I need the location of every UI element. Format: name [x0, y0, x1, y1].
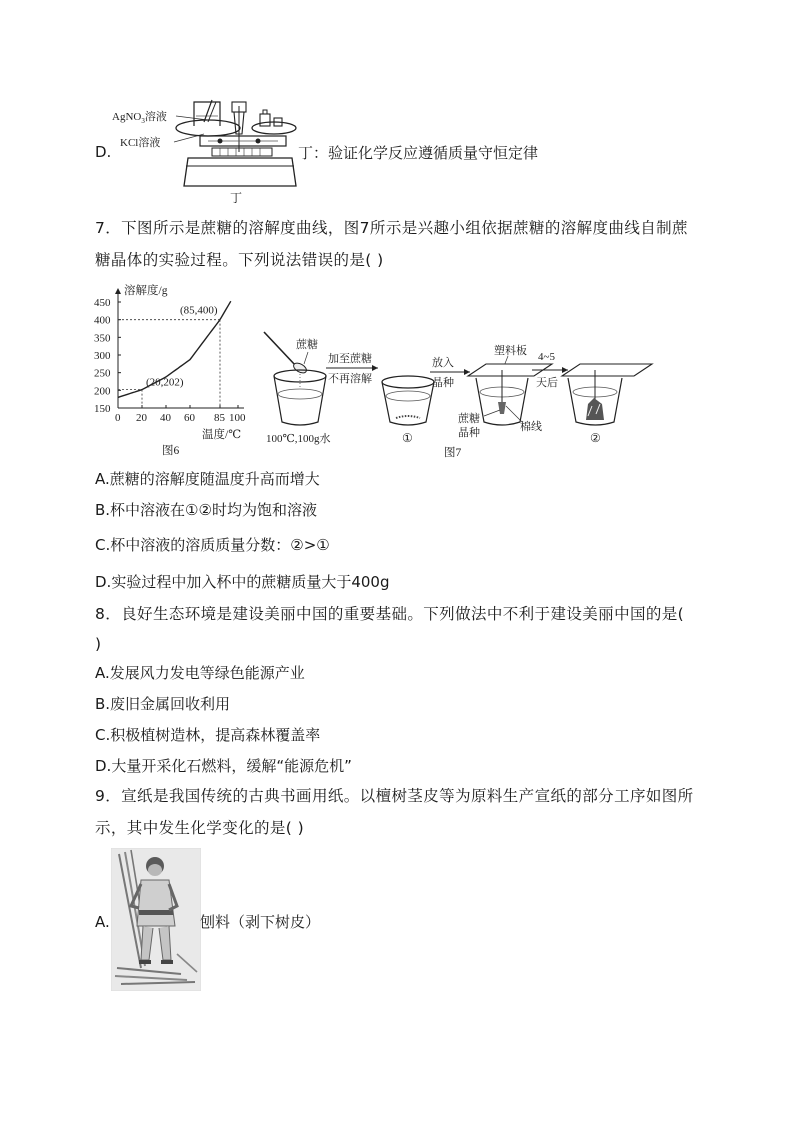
- q8-stem-line2: ): [95, 635, 102, 653]
- q7-option-a[interactable]: A.蔗糖的溶解度随温度升高而增大: [95, 470, 320, 488]
- q9-option-a-letter[interactable]: A.: [95, 913, 110, 931]
- q7-stem-line1: 7．下图所示是蔗糖的溶解度曲线，图7所示是兴趣小组依据蔗糖的溶解度曲线自制蔗: [95, 219, 688, 237]
- q8-option-a[interactable]: A.发展风力发电等绿色能源产业: [95, 664, 305, 682]
- label-start: 100℃,100g水: [266, 433, 331, 445]
- worker-illustration: [111, 848, 201, 991]
- q7-option-d[interactable]: D.实验过程中加入杯中的蔗糖质量大于400g: [95, 573, 390, 591]
- label-sugar: 蔗糖: [296, 339, 318, 351]
- label-put-2: 晶种: [432, 377, 454, 389]
- chart-y-tick-label: 400: [94, 314, 111, 327]
- q9-stem-line1: 9．宣纸是我国传统的古典书画用纸。以檀树茎皮等为原料生产宣纸的部分工序如图所: [95, 787, 694, 805]
- q6-option-letter: D.: [95, 143, 112, 161]
- q7-stem-line2: 糖晶体的实验过程。下列说法错误的是( ): [95, 251, 384, 269]
- agno3-label: AgNO$_3$溶液: [112, 111, 167, 125]
- q6-balance-figure: [108, 94, 300, 206]
- label-seed-1: 蔗糖: [458, 413, 480, 425]
- label-add-2: 不再溶解: [328, 373, 372, 385]
- q7-option-b[interactable]: B.杯中溶液在①②时均为饱和溶液: [95, 501, 317, 519]
- label-add-1: 加至蔗糖: [328, 353, 372, 365]
- fig6-caption: 图6: [162, 445, 180, 457]
- chart-y-tick-label: 300: [94, 350, 111, 362]
- q9-stem-line2: 示，其中发生化学变化的是( ): [95, 819, 305, 837]
- q6-option-text: 丁：验证化学反应遵循质量守恒定律: [298, 144, 539, 162]
- q6-fig-caption: 丁: [230, 191, 243, 205]
- chart-x-tick-label: 60: [184, 412, 195, 424]
- chart-ylabel: 溶解度/g: [124, 285, 168, 297]
- q8-option-b[interactable]: B.废旧金属回收利用: [95, 695, 231, 713]
- label-days-1: 4~5: [538, 351, 555, 363]
- label-seed-2: 晶种: [458, 427, 480, 439]
- crystallization-figure: [262, 330, 662, 458]
- label-board: 塑料板: [494, 345, 527, 357]
- label-step1: ①: [402, 431, 413, 445]
- kcl-label: KCl溶液: [120, 137, 161, 149]
- chart-y-tick-label: 450: [94, 297, 111, 309]
- label-put-1: 放入: [432, 357, 454, 369]
- label-step2: ②: [590, 431, 601, 445]
- chart-x-tick-label: 85: [214, 412, 225, 424]
- label-thread: 棉线: [520, 421, 542, 433]
- chart-y-tick-label: 350: [94, 332, 111, 345]
- q7-option-c[interactable]: C.杯中溶液的溶质质量分数：②>①: [95, 536, 330, 554]
- chart-y-tick-label: 200: [94, 385, 111, 398]
- q8-option-c[interactable]: C.积极植树造林，提高森林覆盖率: [95, 726, 321, 744]
- q9-option-a-text[interactable]: 刨料（剥下树皮）: [200, 913, 321, 931]
- chart-y-tick-label: 150: [94, 403, 111, 415]
- fig7-caption: 图7: [444, 447, 462, 458]
- chart-y-tick-label: 250: [94, 367, 111, 380]
- chart-x-tick-label: 40: [160, 412, 171, 424]
- chart-x-tick-label: 100: [229, 412, 246, 424]
- chart-y-arrow: [115, 288, 121, 294]
- chart-x-tick-label: 0: [115, 412, 121, 424]
- label-days-2: 天后: [536, 377, 558, 389]
- chart-xlabel: 温度/℃: [202, 429, 242, 441]
- chart-point-label: (85,400): [180, 304, 218, 317]
- q8-stem-line1: 8．良好生态环境是建设美丽中国的重要基础。下列做法中不利于建设美丽中国的是(: [95, 605, 685, 623]
- chart-x-tick-label: 20: [136, 412, 147, 424]
- q8-option-d[interactable]: D.大量开采化石燃料，缓解“能源危机”: [95, 757, 352, 775]
- chart-point-label: (20,202): [146, 376, 184, 389]
- solubility-chart: [92, 280, 257, 458]
